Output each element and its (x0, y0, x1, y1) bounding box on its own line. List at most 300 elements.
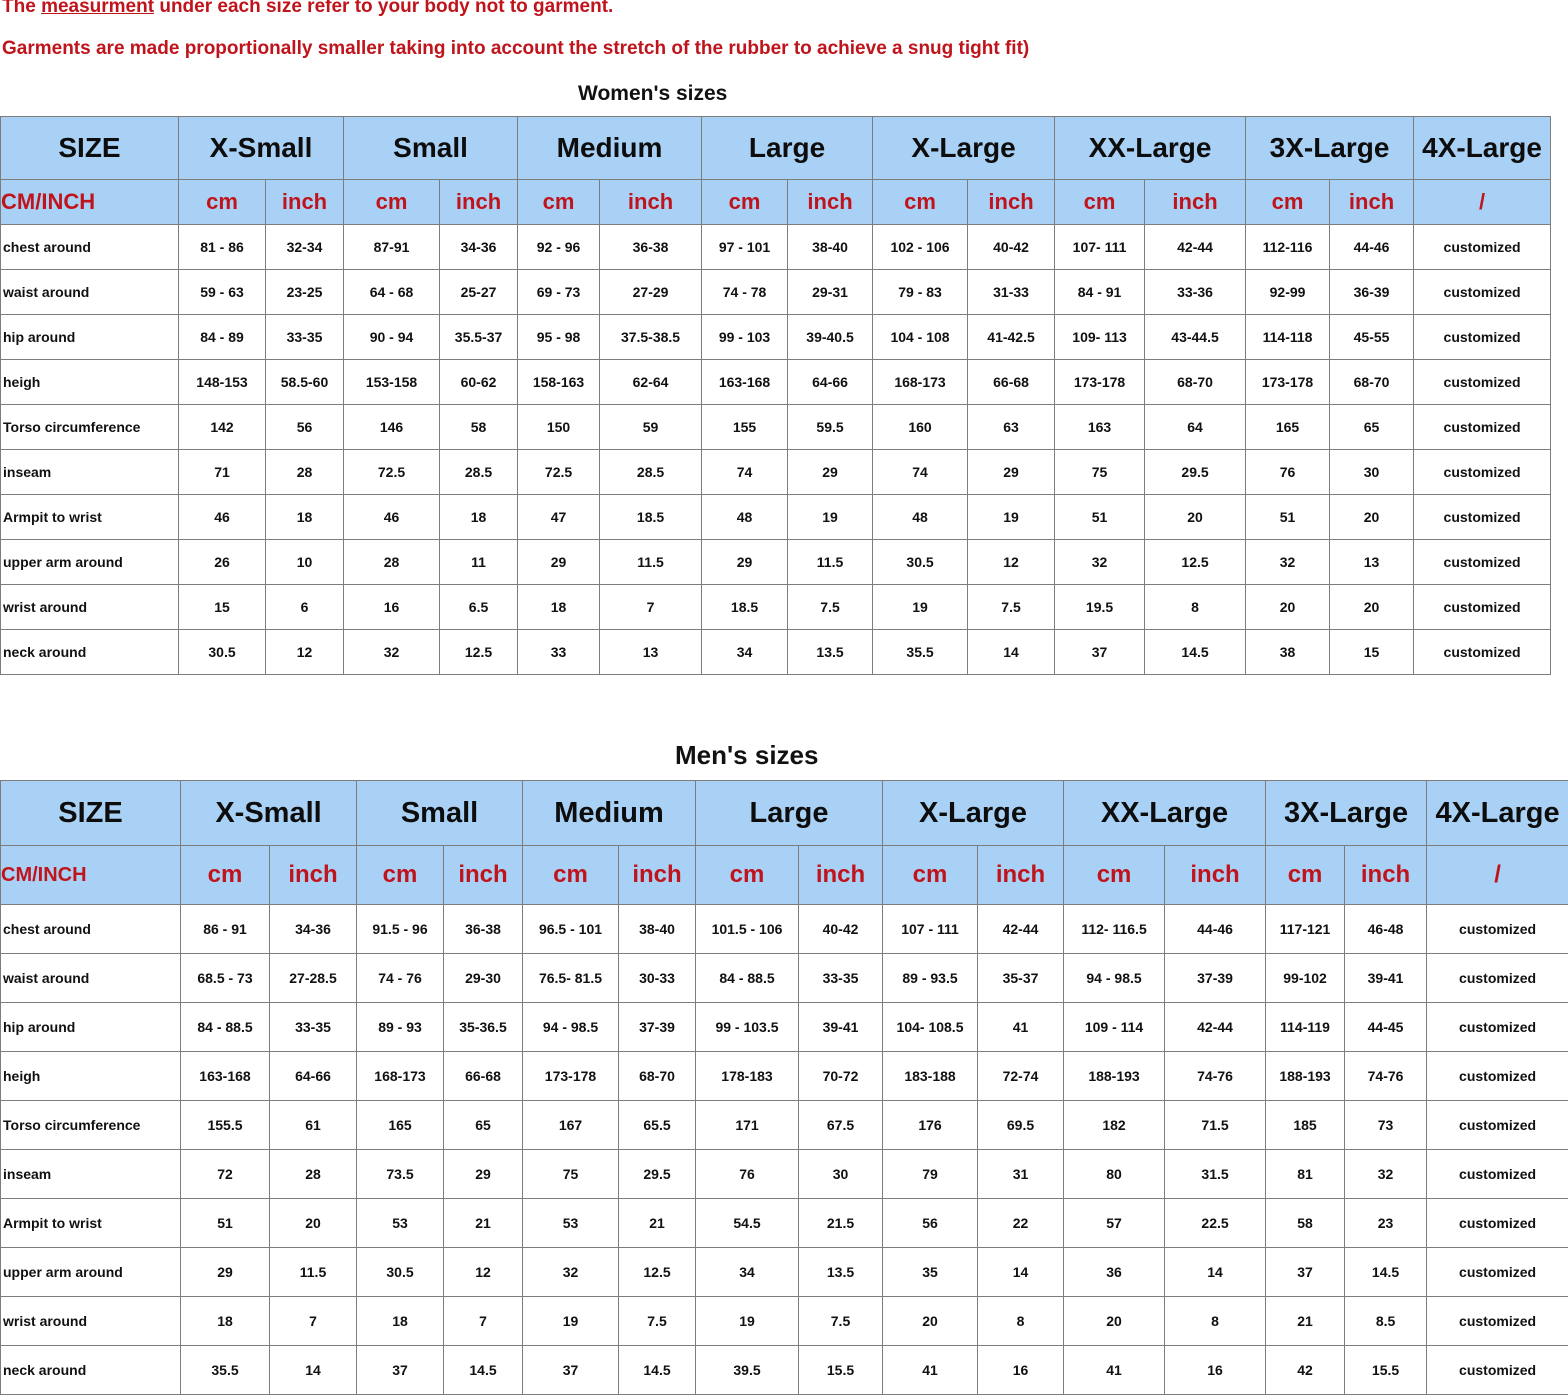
value-cell: 18 (440, 495, 518, 540)
value-cell: 84 - 88.5 (696, 954, 799, 1003)
value-cell: 86 - 91 (181, 905, 270, 954)
value-cell: 54.5 (696, 1199, 799, 1248)
table-row (1, 1297, 1568, 1346)
value-cell: 29 (181, 1248, 270, 1297)
value-cell: 66-68 (444, 1052, 523, 1101)
value-cell: 27-29 (600, 270, 702, 315)
row-label: waist around (1, 954, 181, 1003)
value-cell: 81 (1266, 1150, 1345, 1199)
value-cell: 183-188 (883, 1052, 978, 1101)
unit-label-cell: CM/INCH (1, 846, 181, 905)
value-cell: 70-72 (799, 1052, 883, 1101)
unit-cell: inch (799, 846, 883, 905)
value-cell: customized (1414, 315, 1551, 360)
value-cell: customized (1427, 1346, 1568, 1395)
value-cell: 12 (968, 540, 1055, 585)
value-cell: 28 (344, 540, 440, 585)
value-cell: customized (1427, 1003, 1568, 1052)
value-cell: 165 (357, 1101, 444, 1150)
value-cell: 109- 113 (1055, 315, 1145, 360)
value-cell: 87-91 (344, 225, 440, 270)
value-cell: 168-173 (357, 1052, 444, 1101)
value-cell: 167 (523, 1101, 619, 1150)
size-header-cell: Small (344, 117, 518, 180)
unit-cell: inch (1145, 180, 1246, 225)
size-header-cell: Large (696, 781, 883, 846)
value-cell: 178-183 (696, 1052, 799, 1101)
value-cell: 35 (883, 1248, 978, 1297)
value-cell: 15.5 (799, 1346, 883, 1395)
value-cell: 73.5 (357, 1150, 444, 1199)
size-header-cell: X-Small (179, 117, 344, 180)
value-cell: 112-116 (1246, 225, 1330, 270)
value-cell: 14.5 (619, 1346, 696, 1395)
row-label: waist around (1, 270, 179, 315)
value-cell: 68.5 - 73 (181, 954, 270, 1003)
value-cell: 37-39 (1165, 954, 1266, 1003)
value-cell: 19 (788, 495, 873, 540)
value-cell: 30.5 (357, 1248, 444, 1297)
value-cell: 16 (1165, 1346, 1266, 1395)
value-cell: 33-35 (266, 315, 344, 360)
value-cell: customized (1427, 1101, 1568, 1150)
value-cell: 68-70 (1145, 360, 1246, 405)
table-row (1, 585, 1551, 630)
unit-cell: inch (1330, 180, 1414, 225)
value-cell: 60-62 (440, 360, 518, 405)
value-cell: 69.5 (978, 1101, 1064, 1150)
value-cell: 173-178 (1246, 360, 1330, 405)
value-cell: 96.5 - 101 (523, 905, 619, 954)
value-cell: 47 (518, 495, 600, 540)
value-cell: 59.5 (788, 405, 873, 450)
value-cell: 35-36.5 (444, 1003, 523, 1052)
unit-cell: inch (270, 846, 357, 905)
value-cell: 30.5 (179, 630, 266, 675)
value-cell: 8.5 (1345, 1297, 1427, 1346)
value-cell: 33-36 (1145, 270, 1246, 315)
table-row (1, 1150, 1568, 1199)
table-row (1, 360, 1551, 405)
value-cell: 114-118 (1246, 315, 1330, 360)
value-cell: 65 (444, 1101, 523, 1150)
value-cell: customized (1414, 450, 1551, 495)
value-cell: 21 (619, 1199, 696, 1248)
measurment-underlined-word: measurment (41, 0, 154, 17)
value-cell: 79 (883, 1150, 978, 1199)
value-cell: 146 (344, 405, 440, 450)
value-cell: 19 (968, 495, 1055, 540)
size-header-row (1, 781, 1568, 846)
value-cell: 29.5 (1145, 450, 1246, 495)
value-cell: 21 (1266, 1297, 1345, 1346)
table-row (1, 630, 1551, 675)
value-cell: 12 (266, 630, 344, 675)
value-cell: 44-46 (1165, 905, 1266, 954)
value-cell: 64-66 (270, 1052, 357, 1101)
value-cell: 12.5 (619, 1248, 696, 1297)
value-cell: 65 (1330, 405, 1414, 450)
value-cell: 75 (523, 1150, 619, 1199)
row-label: heigh (1, 1052, 181, 1101)
value-cell: 15.5 (1345, 1346, 1427, 1395)
value-cell: 33-35 (270, 1003, 357, 1052)
row-label: chest around (1, 905, 181, 954)
table-row (1, 405, 1551, 450)
value-cell: 104 - 108 (873, 315, 968, 360)
value-cell: 107 - 111 (883, 905, 978, 954)
value-cell: 42-44 (1165, 1003, 1266, 1052)
value-cell: 75 (1055, 450, 1145, 495)
value-cell: 8 (1145, 585, 1246, 630)
value-cell: 27-28.5 (270, 954, 357, 1003)
value-cell: 7.5 (968, 585, 1055, 630)
unit-cell: cm (1246, 180, 1330, 225)
value-cell: 148-153 (179, 360, 266, 405)
value-cell: 39.5 (696, 1346, 799, 1395)
value-cell: 35.5 (181, 1346, 270, 1395)
value-cell: 35.5-37 (440, 315, 518, 360)
unit-cell: cm (1064, 846, 1165, 905)
value-cell: 6 (266, 585, 344, 630)
mens-sizes-title: Men's sizes (675, 740, 818, 771)
value-cell: 26 (179, 540, 266, 585)
value-cell: 32 (1055, 540, 1145, 585)
unit-header-row (1, 846, 1568, 905)
table-row (1, 495, 1551, 540)
row-label: wrist around (1, 1297, 181, 1346)
value-cell: 66-68 (968, 360, 1055, 405)
value-cell: 39-40.5 (788, 315, 873, 360)
value-cell: 36-38 (600, 225, 702, 270)
value-cell: 12.5 (440, 630, 518, 675)
size-header-row (1, 117, 1551, 180)
value-cell: 34-36 (270, 905, 357, 954)
unit-cell: / (1427, 846, 1568, 905)
unit-cell: inch (978, 846, 1064, 905)
value-cell: 64 - 68 (344, 270, 440, 315)
value-cell: 114-119 (1266, 1003, 1345, 1052)
measurement-note (2, 0, 613, 18)
value-cell: 20 (883, 1297, 978, 1346)
row-label: inseam (1, 450, 179, 495)
value-cell: 74 (873, 450, 968, 495)
value-cell: 79 - 83 (873, 270, 968, 315)
value-cell: 19 (696, 1297, 799, 1346)
value-cell: 72 (181, 1150, 270, 1199)
value-cell: 21.5 (799, 1199, 883, 1248)
value-cell: customized (1414, 270, 1551, 315)
value-cell: 163-168 (702, 360, 788, 405)
value-cell: 30-33 (619, 954, 696, 1003)
size-header-cell: 4X-Large (1414, 117, 1551, 180)
value-cell: 14.5 (444, 1346, 523, 1395)
value-cell: 104- 108.5 (883, 1003, 978, 1052)
value-cell: 59 (600, 405, 702, 450)
value-cell: 36-38 (444, 905, 523, 954)
unit-cell: inch (444, 846, 523, 905)
row-label: inseam (1, 1150, 181, 1199)
value-cell: 71 (179, 450, 266, 495)
unit-cell: inch (600, 180, 702, 225)
value-cell: 32-34 (266, 225, 344, 270)
value-cell: 28 (266, 450, 344, 495)
value-cell: 18 (518, 585, 600, 630)
value-cell: 37 (523, 1346, 619, 1395)
value-cell: 18 (357, 1297, 444, 1346)
table-row (1, 540, 1551, 585)
value-cell: customized (1414, 225, 1551, 270)
value-cell: 32 (523, 1248, 619, 1297)
value-cell: 6.5 (440, 585, 518, 630)
value-cell: 18 (181, 1297, 270, 1346)
value-cell: 41 (883, 1346, 978, 1395)
value-cell: 28.5 (440, 450, 518, 495)
value-cell: 34 (702, 630, 788, 675)
value-cell: 46 (179, 495, 266, 540)
value-cell: 69 - 73 (518, 270, 600, 315)
table-row (1, 954, 1568, 1003)
value-cell: 12 (444, 1248, 523, 1297)
value-cell: 94 - 98.5 (1064, 954, 1165, 1003)
value-cell: 13.5 (799, 1248, 883, 1297)
value-cell: 94 - 98.5 (523, 1003, 619, 1052)
value-cell: 101.5 - 106 (696, 905, 799, 954)
size-header-cell: Medium (518, 117, 702, 180)
fit-note: Garments are made proportionally smaller taking into account the stretch of the rubber to achieve a snug tight fit) (2, 38, 1029, 60)
value-cell: 8 (1165, 1297, 1266, 1346)
value-cell: 89 - 93.5 (883, 954, 978, 1003)
unit-cell: cm (1266, 846, 1345, 905)
unit-cell: cm (873, 180, 968, 225)
value-cell: 23 (1345, 1199, 1427, 1248)
size-header-cell: 4X-Large (1427, 781, 1568, 846)
value-cell: 41 (1064, 1346, 1165, 1395)
note-text: The (2, 0, 41, 17)
value-cell: 64 (1145, 405, 1246, 450)
unit-cell: cm (179, 180, 266, 225)
value-cell: 165 (1246, 405, 1330, 450)
row-label: Armpit to wrist (1, 1199, 181, 1248)
value-cell: 99 - 103 (702, 315, 788, 360)
value-cell: 67.5 (799, 1101, 883, 1150)
value-cell: 76.5- 81.5 (523, 954, 619, 1003)
value-cell: 56 (883, 1199, 978, 1248)
unit-cell: cm (1055, 180, 1145, 225)
unit-cell: inch (266, 180, 344, 225)
value-cell: 7 (444, 1297, 523, 1346)
value-cell: 28.5 (600, 450, 702, 495)
value-cell: 53 (357, 1199, 444, 1248)
unit-cell: inch (1165, 846, 1266, 905)
value-cell: 36-39 (1330, 270, 1414, 315)
value-cell: 37 (1266, 1248, 1345, 1297)
value-cell: 30 (1330, 450, 1414, 495)
row-label: chest around (1, 225, 179, 270)
value-cell: 182 (1064, 1101, 1165, 1150)
value-cell: customized (1427, 1248, 1568, 1297)
value-cell: 18.5 (702, 585, 788, 630)
value-cell: 14 (978, 1248, 1064, 1297)
value-cell: 173-178 (523, 1052, 619, 1101)
row-label: hip around (1, 1003, 181, 1052)
value-cell: 40-42 (799, 905, 883, 954)
value-cell: 173-178 (1055, 360, 1145, 405)
value-cell: 25-27 (440, 270, 518, 315)
value-cell: 10 (266, 540, 344, 585)
value-cell: 150 (518, 405, 600, 450)
value-cell: 45-55 (1330, 315, 1414, 360)
row-label: Armpit to wrist (1, 495, 179, 540)
value-cell: 30 (799, 1150, 883, 1199)
value-cell: 38-40 (619, 905, 696, 954)
value-cell: 7.5 (619, 1297, 696, 1346)
value-cell: customized (1414, 405, 1551, 450)
row-label: Torso circumference (1, 1101, 181, 1150)
row-label: upper arm around (1, 540, 179, 585)
mens-size-table (0, 780, 1568, 1395)
table-row (1, 905, 1568, 954)
value-cell: 97 - 101 (702, 225, 788, 270)
value-cell: 23-25 (266, 270, 344, 315)
value-cell: 74-76 (1165, 1052, 1266, 1101)
value-cell: 80 (1064, 1150, 1165, 1199)
value-cell: 76 (1246, 450, 1330, 495)
value-cell: 68-70 (619, 1052, 696, 1101)
unit-cell: inch (440, 180, 518, 225)
value-cell: 35.5 (873, 630, 968, 675)
value-cell: 41 (978, 1003, 1064, 1052)
value-cell: 33 (518, 630, 600, 675)
value-cell: 142 (179, 405, 266, 450)
size-header-cell: XX-Large (1055, 117, 1246, 180)
value-cell: 29 (788, 450, 873, 495)
unit-cell: inch (619, 846, 696, 905)
value-cell: customized (1427, 1297, 1568, 1346)
value-cell: 13.5 (788, 630, 873, 675)
unit-cell: cm (702, 180, 788, 225)
value-cell: 117-121 (1266, 905, 1345, 954)
value-cell: 81 - 86 (179, 225, 266, 270)
value-cell: 32 (1345, 1150, 1427, 1199)
value-cell: 42-44 (978, 905, 1064, 954)
value-cell: 42 (1266, 1346, 1345, 1395)
value-cell: 32 (1246, 540, 1330, 585)
value-cell: 65.5 (619, 1101, 696, 1150)
value-cell: 20 (270, 1199, 357, 1248)
value-cell: 20 (1246, 585, 1330, 630)
row-label: upper arm around (1, 1248, 181, 1297)
value-cell: 41-42.5 (968, 315, 1055, 360)
size-label-cell: SIZE (1, 781, 181, 846)
value-cell: 163-168 (181, 1052, 270, 1101)
value-cell: 171 (696, 1101, 799, 1150)
size-header-cell: Large (702, 117, 873, 180)
value-cell: 99 - 103.5 (696, 1003, 799, 1052)
value-cell: 14 (1165, 1248, 1266, 1297)
unit-label-cell: CM/INCH (1, 180, 179, 225)
unit-cell: cm (344, 180, 440, 225)
value-cell: 99-102 (1266, 954, 1345, 1003)
value-cell: 20 (1145, 495, 1246, 540)
value-cell: 43-44.5 (1145, 315, 1246, 360)
value-cell: 53 (523, 1199, 619, 1248)
value-cell: 14 (968, 630, 1055, 675)
value-cell: 32 (344, 630, 440, 675)
value-cell: 51 (1055, 495, 1145, 540)
value-cell: 74 (702, 450, 788, 495)
value-cell: 38 (1246, 630, 1330, 675)
size-header-cell: X-Large (873, 117, 1055, 180)
value-cell: 20 (1330, 495, 1414, 540)
value-cell: 62-64 (600, 360, 702, 405)
value-cell: 28 (270, 1150, 357, 1199)
value-cell: 72-74 (978, 1052, 1064, 1101)
value-cell: 7 (270, 1297, 357, 1346)
table-row (1, 1052, 1568, 1101)
value-cell: 20 (1064, 1297, 1165, 1346)
table-row (1, 225, 1551, 270)
table-row (1, 270, 1551, 315)
value-cell: 13 (600, 630, 702, 675)
row-label: neck around (1, 1346, 181, 1395)
value-cell: 51 (181, 1199, 270, 1248)
value-cell: 44-45 (1345, 1003, 1427, 1052)
value-cell: customized (1427, 1052, 1568, 1101)
value-cell: 46-48 (1345, 905, 1427, 954)
value-cell: 30.5 (873, 540, 968, 585)
unit-cell: cm (357, 846, 444, 905)
value-cell: 74 - 76 (357, 954, 444, 1003)
value-cell: 59 - 63 (179, 270, 266, 315)
value-cell: 48 (702, 495, 788, 540)
unit-header-row (1, 180, 1551, 225)
value-cell: 92 - 96 (518, 225, 600, 270)
unit-cell: / (1414, 180, 1551, 225)
value-cell: 22.5 (1165, 1199, 1266, 1248)
size-header-cell: 3X-Large (1266, 781, 1427, 846)
table-row (1, 1248, 1568, 1297)
size-header-cell: X-Large (883, 781, 1064, 846)
value-cell: 90 - 94 (344, 315, 440, 360)
value-cell: 22 (978, 1199, 1064, 1248)
unit-cell: cm (523, 846, 619, 905)
row-label: hip around (1, 315, 179, 360)
value-cell: 14 (270, 1346, 357, 1395)
unit-cell: cm (883, 846, 978, 905)
value-cell: 155 (702, 405, 788, 450)
value-cell: 153-158 (344, 360, 440, 405)
value-cell: 31.5 (1165, 1150, 1266, 1199)
size-header-cell: 3X-Large (1246, 117, 1414, 180)
value-cell: 44-46 (1330, 225, 1414, 270)
value-cell: customized (1427, 954, 1568, 1003)
value-cell: 84 - 88.5 (181, 1003, 270, 1052)
row-label: neck around (1, 630, 179, 675)
value-cell: 29.5 (619, 1150, 696, 1199)
value-cell: 14.5 (1145, 630, 1246, 675)
value-cell: 42-44 (1145, 225, 1246, 270)
value-cell: 158-163 (518, 360, 600, 405)
value-cell: 12.5 (1145, 540, 1246, 585)
size-header-cell: X-Small (181, 781, 357, 846)
value-cell: 57 (1064, 1199, 1165, 1248)
value-cell: 29 (702, 540, 788, 585)
value-cell: customized (1427, 1199, 1568, 1248)
value-cell: 51 (1246, 495, 1330, 540)
value-cell: customized (1427, 905, 1568, 954)
value-cell: 64-66 (788, 360, 873, 405)
